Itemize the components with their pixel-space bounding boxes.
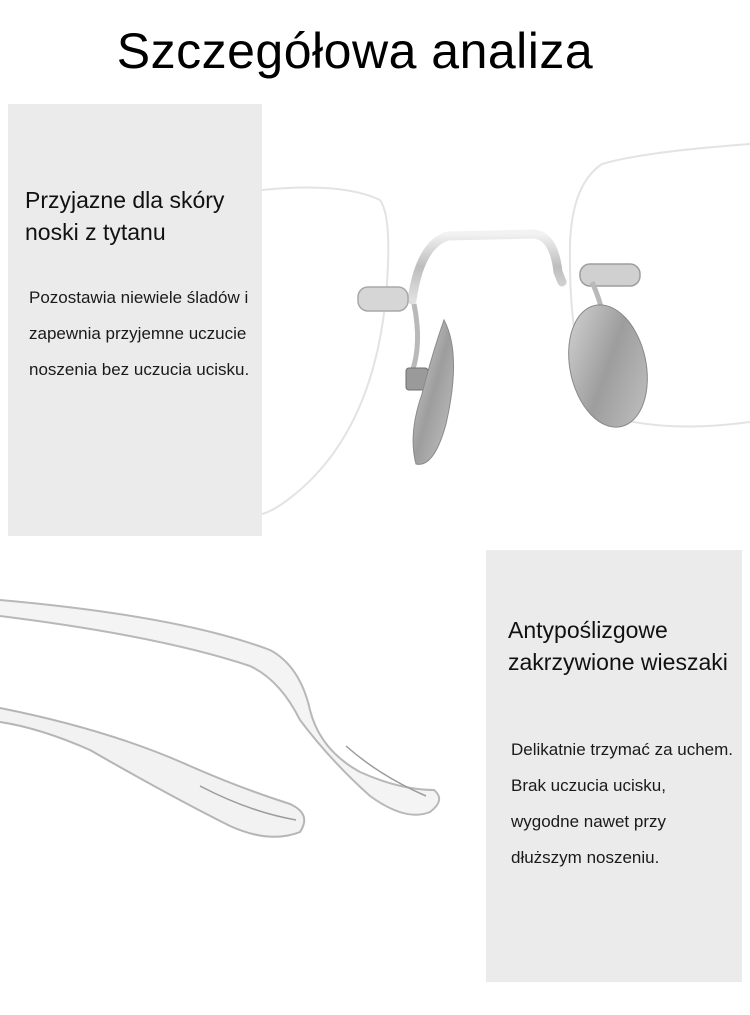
left-lens-edge	[262, 188, 388, 514]
bridge-bar	[412, 234, 562, 300]
temples-heading: Antypoślizgowe zakrzywione wieszaki	[508, 617, 728, 675]
nose-pads-heading: Przyjazne dla skóry noski z tytanu	[25, 187, 225, 245]
page-title: Szczegółowa analiza	[116, 23, 594, 79]
nose-pads-text-panel	[8, 104, 262, 536]
left-screw-fitting	[358, 287, 408, 311]
lower-temple-arm	[0, 708, 304, 837]
temples-text-panel	[486, 550, 742, 982]
temples-description: Delikatnie trzymać za uchem. Brak uczucia ucisku, wygodne nawet przy dłuższym noszeniu.	[511, 740, 734, 867]
nose-pads-photo	[262, 104, 750, 536]
right-screw-fitting	[580, 264, 640, 286]
temples-photo	[0, 550, 486, 982]
glasses-bridge-illustration	[262, 104, 750, 536]
left-pad-arm	[412, 304, 418, 372]
nose-pads-description: Pozostawia niewiele śladów i zapewnia przyjemne uczucie noszenia bez uczucia ucisku.	[29, 288, 250, 379]
glasses-temples-illustration	[0, 550, 486, 982]
